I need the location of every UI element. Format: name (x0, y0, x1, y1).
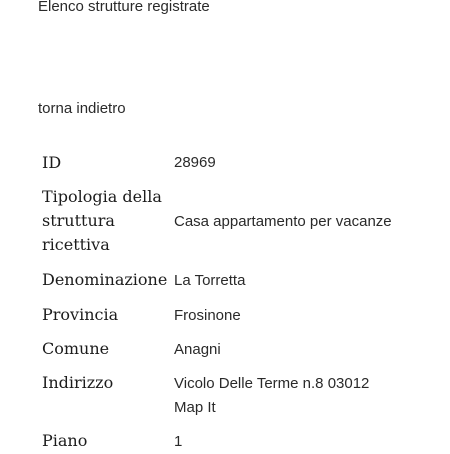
detail-label-piano: Piano (42, 431, 88, 450)
detail-label-tipologia (42, 185, 160, 257)
detail-label-denominazione: Denominazione (42, 270, 168, 289)
detail-value-provincia: Frosinone (174, 307, 241, 324)
detail-label-provincia: Provincia (42, 305, 119, 324)
detail-value-piano: 1 (174, 433, 183, 450)
detail-label-tipologia-line: ricettiva (42, 235, 110, 254)
map-it-link[interactable]: Map It (174, 399, 216, 416)
detail-label-id: ID (42, 153, 62, 172)
detail-value-tipologia: Casa appartamento per vacanze (174, 213, 392, 230)
back-link[interactable]: torna indietro (38, 100, 126, 117)
detail-value-denominazione: La Torretta (174, 272, 246, 289)
detail-label-tipologia-line: Tipologia della (42, 187, 162, 206)
detail-value-indirizzo (174, 372, 434, 420)
address-text: Vicolo Delle Terme n.8 03012 (174, 375, 370, 392)
detail-label-indirizzo: Indirizzo (42, 373, 114, 392)
detail-label-comune: Comune (42, 339, 110, 358)
detail-label-tipologia-line: struttura (42, 211, 115, 230)
detail-value-id: 28969 (174, 154, 216, 171)
page-title: Elenco strutture registrate (38, 0, 210, 15)
detail-value-comune: Anagni (174, 341, 221, 358)
